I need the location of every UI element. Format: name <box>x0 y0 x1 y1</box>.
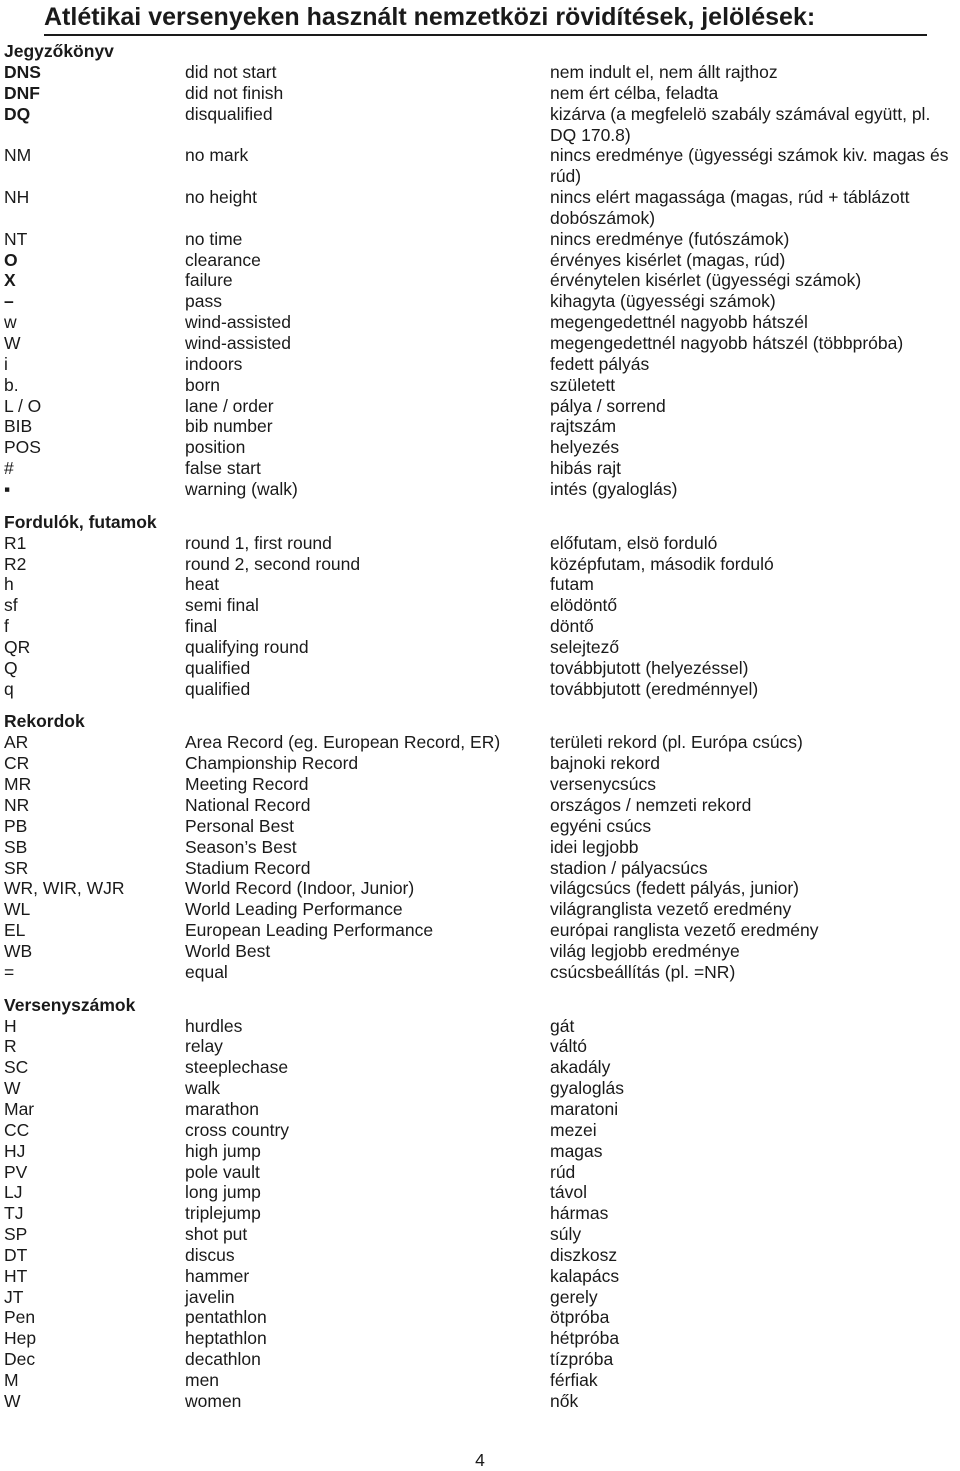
english-meaning: Stadium Record <box>185 857 311 878</box>
english-meaning: round 1, first round <box>185 532 332 553</box>
english-meaning: Area Record (eg. European Record, ER) <box>185 732 501 753</box>
english-meaning: no mark <box>185 145 249 166</box>
hungarian-meaning: világ legjobb eredménye <box>550 940 740 961</box>
table-row <box>4 83 960 104</box>
table-row <box>4 396 960 417</box>
abbreviation: L / O <box>4 395 42 416</box>
hungarian-meaning: érvénytelen kisérlet (ügyességi számok) <box>550 270 862 291</box>
abbreviation: h <box>4 574 14 595</box>
abbreviation: WL <box>4 899 31 920</box>
table-row <box>4 62 960 83</box>
hungarian-meaning: megengedettnél nagyobb hátszél <box>550 312 808 333</box>
abbreviation: HT <box>4 1265 28 1286</box>
hungarian-meaning: továbbjutott (eredménnyel) <box>550 678 759 699</box>
hungarian-meaning: gát <box>550 1015 575 1036</box>
abbreviation: – <box>4 291 14 312</box>
abbreviation: Pen <box>4 1307 36 1328</box>
hungarian-meaning: született <box>550 374 616 395</box>
abbreviation: PV <box>4 1161 28 1182</box>
hungarian-meaning: hármas <box>550 1203 609 1224</box>
english-meaning: men <box>185 1369 220 1390</box>
table-row <box>4 1224 960 1245</box>
hungarian-meaning: gerely <box>550 1286 598 1307</box>
abbreviation: W <box>4 1390 21 1411</box>
english-meaning: discus <box>185 1244 235 1265</box>
table-row <box>4 250 960 271</box>
abbreviation: MR <box>4 774 32 795</box>
hungarian-meaning: érvényes kisérlet (magas, rúd) <box>550 249 786 270</box>
english-meaning: pass <box>185 291 222 312</box>
english-meaning: marathon <box>185 1098 259 1119</box>
abbreviation: CC <box>4 1119 30 1140</box>
english-meaning: heat <box>185 574 220 595</box>
english-meaning: did not start <box>185 62 277 82</box>
abbreviation: W <box>4 332 21 353</box>
english-meaning: long jump <box>185 1182 261 1203</box>
english-meaning: high jump <box>185 1140 261 1161</box>
table-row <box>4 637 960 658</box>
english-meaning: position <box>185 437 246 458</box>
hungarian-meaning: rúd <box>550 1161 576 1182</box>
english-meaning: pentathlon <box>185 1307 267 1328</box>
english-meaning: qualifying round <box>185 636 309 657</box>
hungarian-meaning: nincs eredménye (futószámok) <box>550 228 790 249</box>
table-row <box>4 753 960 774</box>
english-meaning: Championship Record <box>185 753 359 774</box>
english-meaning: false start <box>185 458 261 479</box>
abbreviation: TJ <box>4 1203 24 1224</box>
english-meaning: steeplechase <box>185 1057 289 1078</box>
page-title: Atlétikai versenyeken használt nemzetközi rövidítések, jelölések: <box>44 0 927 36</box>
hungarian-meaning: tízpróba <box>550 1349 614 1370</box>
table-row <box>4 1349 960 1370</box>
english-meaning: qualified <box>185 678 251 699</box>
hungarian-meaning: selejtező <box>550 636 620 657</box>
abbreviation: # <box>4 458 14 479</box>
hungarian-meaning: hibás rajt <box>550 458 622 479</box>
table-row <box>4 1328 960 1349</box>
hungarian-meaning: nem indult el, nem állt rajthoz <box>550 62 778 82</box>
english-meaning: hurdles <box>185 1015 243 1036</box>
section-heading: Jegyzőkönyv <box>4 41 114 61</box>
abbreviation: NT <box>4 228 28 249</box>
abbreviation: CR <box>4 753 30 774</box>
abbreviation: Hep <box>4 1328 37 1349</box>
english-meaning: pole vault <box>185 1161 260 1182</box>
hungarian-meaning: diszkosz <box>550 1244 618 1265</box>
abbreviation: ▪ <box>4 478 11 499</box>
english-meaning: World Record (Indoor, Junior) <box>185 878 415 899</box>
table-row <box>4 679 960 700</box>
english-meaning: failure <box>185 270 233 291</box>
abbreviation: SR <box>4 857 29 878</box>
section-heading: Versenyszámok <box>4 994 136 1015</box>
english-meaning: did not finish <box>185 82 284 103</box>
hungarian-meaning: csúcsbeállítás (pl. =NR) <box>550 961 736 982</box>
english-meaning: final <box>185 616 218 637</box>
table-row <box>4 533 960 554</box>
hungarian-meaning: ötpróba <box>550 1307 610 1328</box>
table-row <box>4 1036 960 1057</box>
hungarian-meaning: mezei <box>550 1119 597 1140</box>
abbreviation: X <box>4 270 16 291</box>
hungarian-meaning: gyaloglás <box>550 1078 624 1099</box>
table-row <box>4 554 960 575</box>
table-row <box>4 574 960 595</box>
hungarian-meaning: nem ért célba, feladta <box>550 82 719 103</box>
table-row <box>4 1057 960 1078</box>
hungarian-meaning: pálya / sorrend <box>550 395 666 416</box>
table-row <box>4 1016 960 1037</box>
abbreviation: POS <box>4 437 41 458</box>
table-row <box>4 187 960 229</box>
abbreviation: NH <box>4 187 30 208</box>
table-row <box>4 920 960 941</box>
english-meaning: lane / order <box>185 395 274 416</box>
abbreviation: w <box>4 312 17 333</box>
hungarian-meaning: magas <box>550 1140 603 1161</box>
table-row <box>4 1307 960 1328</box>
hungarian-meaning: akadály <box>550 1057 611 1078</box>
hungarian-meaning: egyéni csúcs <box>550 815 652 836</box>
english-meaning: qualified <box>185 657 251 678</box>
hungarian-meaning: versenycsúcs <box>550 774 657 795</box>
english-meaning: no height <box>185 187 258 208</box>
table-row <box>4 795 960 816</box>
table-row <box>4 145 960 187</box>
table-row <box>4 333 960 354</box>
abbreviation: NR <box>4 795 30 815</box>
page-number: 4 <box>475 1450 485 1470</box>
table-row <box>4 229 960 250</box>
abbreviation: R <box>4 1036 17 1057</box>
table-row <box>4 1287 960 1308</box>
table-row <box>4 658 960 679</box>
hungarian-meaning: fedett pályás <box>550 353 650 374</box>
section-heading: Rekordok <box>4 711 85 732</box>
table-row <box>4 1245 960 1266</box>
section <box>4 40 960 500</box>
section <box>4 994 960 1412</box>
hungarian-meaning: bajnoki rekord <box>550 753 660 774</box>
table-row <box>4 1203 960 1224</box>
english-meaning: cross country <box>185 1119 290 1140</box>
hungarian-meaning: világranglista vezető eredmény <box>550 899 792 920</box>
english-meaning: hammer <box>185 1265 250 1286</box>
abbreviation: SC <box>4 1057 29 1078</box>
english-meaning: triplejump <box>185 1203 261 1224</box>
hungarian-meaning: európai ranglista vezető eredmény <box>550 920 819 941</box>
table-row <box>4 878 960 899</box>
hungarian-meaning: megengedettnél nagyobb hátszél (többpróba) <box>550 332 904 353</box>
english-meaning: walk <box>185 1078 221 1099</box>
table-row <box>4 1391 960 1412</box>
table-row <box>4 416 960 437</box>
table-row <box>4 858 960 879</box>
table-row <box>4 1141 960 1162</box>
hungarian-meaning: maratoni <box>550 1098 619 1119</box>
english-meaning: decathlon <box>185 1349 261 1370</box>
english-meaning: javelin <box>185 1286 235 1307</box>
hungarian-meaning: előfutam, elsö forduló <box>550 532 718 553</box>
abbreviation: i <box>4 353 8 374</box>
abbreviation: SB <box>4 836 28 857</box>
abbreviation: JT <box>4 1286 24 1307</box>
table-row <box>4 437 960 458</box>
english-meaning: European Leading Performance <box>185 920 434 941</box>
hungarian-meaning: kizárva (a megfelelö szabály számával együtt, pl. DQ 170.8) <box>550 103 931 145</box>
abbreviation: sf <box>4 595 18 616</box>
english-meaning: World Leading Performance <box>185 899 403 920</box>
table-row <box>4 1266 960 1287</box>
english-meaning: Personal Best <box>185 815 294 836</box>
english-meaning: disqualified <box>185 103 273 124</box>
english-meaning: bib number <box>185 416 273 437</box>
table-row <box>4 899 960 920</box>
section <box>4 710 960 982</box>
english-meaning: equal <box>185 961 228 982</box>
hungarian-meaning: intés (gyaloglás) <box>550 478 678 499</box>
hungarian-meaning: továbbjutott (helyezéssel) <box>550 657 749 678</box>
table-row <box>4 595 960 616</box>
table-row <box>4 1099 960 1120</box>
english-meaning: wind-assisted <box>185 312 292 333</box>
abbreviation: DQ <box>4 103 31 124</box>
abbreviation: H <box>4 1015 17 1036</box>
abbreviation-list <box>4 40 960 1412</box>
table-row <box>4 962 960 983</box>
abbreviation: WB <box>4 940 33 961</box>
english-meaning: relay <box>185 1036 223 1057</box>
table-row <box>4 312 960 333</box>
english-meaning: heptathlon <box>185 1328 267 1349</box>
hungarian-meaning: futam <box>550 574 594 595</box>
abbreviation: b. <box>4 374 19 395</box>
english-meaning: Meeting Record <box>185 774 309 795</box>
hungarian-meaning: területi rekord (pl. Európa csúcs) <box>550 732 803 753</box>
abbreviation: Q <box>4 657 18 678</box>
abbreviation: W <box>4 1078 21 1099</box>
english-meaning: wind-assisted <box>185 332 292 353</box>
abbreviation: O <box>4 249 18 270</box>
hungarian-meaning: rajtszám <box>550 416 617 437</box>
abbreviation: DNF <box>4 82 40 103</box>
hungarian-meaning: középfutam, második forduló <box>550 553 774 574</box>
abbreviation: EL <box>4 920 26 941</box>
abbreviation: f <box>4 616 9 637</box>
hungarian-meaning: országos / nemzeti rekord <box>550 795 752 815</box>
table-row <box>4 354 960 375</box>
table-row <box>4 1120 960 1141</box>
english-meaning: shot put <box>185 1224 248 1245</box>
hungarian-meaning: kihagyta (ügyességi számok) <box>550 291 776 312</box>
english-meaning: indoors <box>185 353 243 374</box>
english-meaning: women <box>185 1390 242 1411</box>
hungarian-meaning: férfiak <box>550 1369 598 1390</box>
table-row <box>4 616 960 637</box>
section-heading: Fordulók, futamok <box>4 511 157 532</box>
hungarian-meaning: elödöntő <box>550 595 618 616</box>
table-row <box>4 941 960 962</box>
abbreviation: = <box>4 961 15 982</box>
english-meaning: round 2, second round <box>185 553 361 574</box>
abbreviation: DNS <box>4 62 41 82</box>
table-row <box>4 458 960 479</box>
hungarian-meaning: váltó <box>550 1036 587 1057</box>
abbreviation: DT <box>4 1244 28 1265</box>
table-row <box>4 1162 960 1183</box>
english-meaning: World Best <box>185 940 271 961</box>
table-row <box>4 774 960 795</box>
abbreviation: M <box>4 1369 19 1390</box>
abbreviation: QR <box>4 636 31 657</box>
table-row <box>4 479 960 500</box>
hungarian-meaning: világcsúcs (fedett pályás, junior) <box>550 878 799 899</box>
table-row <box>4 375 960 396</box>
hungarian-meaning: nincs eredménye (ügyességi számok kiv. magas és rúd) <box>550 145 949 187</box>
abbreviation: PB <box>4 815 28 836</box>
abbreviation: R2 <box>4 553 27 574</box>
abbreviation: q <box>4 678 14 699</box>
english-meaning: Season’s Best <box>185 836 297 857</box>
abbreviation: SP <box>4 1224 28 1245</box>
hungarian-meaning: idei legjobb <box>550 836 639 857</box>
abbreviation: NM <box>4 145 32 166</box>
table-row <box>4 291 960 312</box>
abbreviation: AR <box>4 732 29 753</box>
abbreviation: R1 <box>4 532 27 553</box>
english-meaning: National Record <box>185 795 311 815</box>
hungarian-meaning: helyezés <box>550 437 620 458</box>
abbreviation: WR, WIR, WJR <box>4 878 125 899</box>
hungarian-meaning: kalapács <box>550 1265 620 1286</box>
english-meaning: semi final <box>185 595 259 616</box>
table-row <box>4 1370 960 1391</box>
hungarian-meaning: döntő <box>550 616 594 637</box>
table-row <box>4 1078 960 1099</box>
english-meaning: no time <box>185 228 243 249</box>
hungarian-meaning: súly <box>550 1224 582 1245</box>
table-row <box>4 1182 960 1203</box>
abbreviation: Mar <box>4 1098 35 1119</box>
hungarian-meaning: nincs elért magassága (magas, rúd + táblázott dobószámok) <box>550 187 910 228</box>
english-meaning: warning (walk) <box>185 478 298 499</box>
hungarian-meaning: stadion / pályacsúcs <box>550 857 708 878</box>
table-row <box>4 104 960 146</box>
abbreviation: HJ <box>4 1140 26 1161</box>
hungarian-meaning: távol <box>550 1182 587 1203</box>
abbreviation: LJ <box>4 1182 23 1203</box>
english-meaning: clearance <box>185 249 261 270</box>
table-row <box>4 816 960 837</box>
table-row <box>4 837 960 858</box>
table-row <box>4 270 960 291</box>
english-meaning: born <box>185 374 221 395</box>
hungarian-meaning: hétpróba <box>550 1328 620 1349</box>
abbreviation: Dec <box>4 1349 36 1370</box>
abbreviation: BIB <box>4 416 33 437</box>
hungarian-meaning: nők <box>550 1390 579 1411</box>
section <box>4 511 960 700</box>
table-row <box>4 732 960 753</box>
